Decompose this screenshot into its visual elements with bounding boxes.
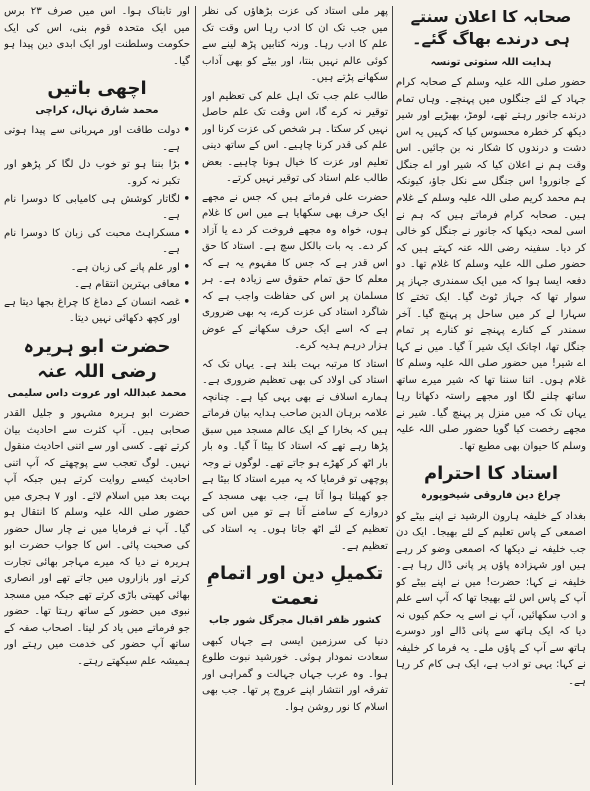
right-article-body: حضور صلی اللہ علیہ وسلم کے صحابہ کرام جہاد کے لئے جنگلوں میں پہنچے۔ وہاں تمام درندے جانور رہتے تھے، لومڑ، بھیڑیے اور شیر دیکھ کر خطرہ محسوس کیا کہ کہیں یہ اس دشت و درندوں کا شکار نہ بن جائیں۔ اس وقت ہم نے اعلان کیا کہ شیر اور اے جنگل کے جانورو! اس جنگل سے نکل جاؤ، کیونکہ ہم محمد کریم صلی اللہ علیہ وسلم کے غلام ہیں۔ صحابہ کرام فرماتے ہیں کہ ہم نے اسی لمحہ دیکھا کہ جانور نے جنگل کو خالی کر دیا۔ سفینہ رضی اللہ عنہ کہتے ہیں کہ حضور صلی اللہ علیہ وسلم کا غلام تھا۔ دو دفعہ ایسا ہوا کہ میں ایک سمندری جہاز پر سوار تھا کہ جہاز ٹوٹ گیا۔ ایک تختے کا سہارا لے کر میں ساحل پر پہنچ گیا۔ آخر سمندر کے کنارے پہنچے تو کنارے پر تمام جنگل تھا، اچانک ایک شیر آ گیا۔ میں نے کہا اے شیر! میں حضور صلی اللہ علیہ وسلم کا غلام ہوں۔ اتنا سننا تھا کہ شیر میرے ساتھ ساتھ چلنے لگا اور مجھے راستہ دکھاتا رہا یہاں تک کہ میں منزل پر پہنچ گیا۔ شیر نے مجھے رخصت کیا گویا حضور صلی اللہ علیہ وسلم کا حیوان بھی مطیع تھا۔ (396, 77, 586, 452)
left-intro: اور تابناک ہوا۔ اس میں صرف ۲۳ برس میں ایک متحدہ قوم بنی، اس کی ایک حکومت وسلطنت اور ایک ابدی دین پیدا ہو گیا۔ (4, 6, 190, 67)
list-item: • لگاتار کوشش ہی کامیابی کا دوسرا نام ہے۔ (4, 192, 190, 225)
column-divider (392, 6, 393, 785)
middle-body-3: استاد کا مرتبہ بہت بلند ہے۔ یہاں تک کہ استاد کی اولاد کی بھی تعظیم ضروری ہے۔ ہمارے اسلاف نے بھی یہی کیا ہے۔ چنانچہ علامہ برہان الدین صاحب ہدایہ بیان فرماتے ہیں کہ بخارا کے ایک عالم مسجد میں سبق پڑھا رہے تھے کہ استاد کا بیٹا آ گیا۔ وہ بار بار اٹھ کر کھڑے ہو جاتے تھے۔ لوگوں نے وجہ پوچھی تو فرمایا کہ یہ میرے استاد کا بیٹا ہے جو کھیلتا ہوا آتا ہے، جب بھی مسجد کے دروازے کے سامنے آتا ہے تو میں اس کی تعظیم کے لئے اٹھ جاتا ہوں۔ یہ استاد کی تعظیم ہے۔ (202, 358, 388, 552)
respect-teacher-title: استاد کا احترام (423, 463, 559, 485)
completion-of-religion-body: دنیا کی سرزمین ایسی ہے جہاں کبھی سعادت نمودار ہوئی۔ خورشید نبوت طلوع ہوا۔ وہ عرب جہاں جہالت و گمراہی اور تفرقہ اور انتشار اپنے عروج پر تھا۔ جب بھی اسلام کا نور روشن ہوا۔ (202, 635, 388, 713)
good-sayings-list (4, 123, 190, 327)
right-column (396, 4, 586, 787)
completion-of-religion-title: تکمیلِ دین اور اتمامِ نعمت (206, 563, 384, 610)
list-item: • بڑا بننا ہو تو خوب دل لگا کر پڑھو اور تکبر نہ کرو۔ (4, 157, 190, 190)
list-item: • معافی بہترین انتقام ہے۔ (4, 277, 190, 294)
abu-hurairah-title: حضرت ابو ہریرہ رضی اللہ عنہ (23, 335, 171, 382)
list-item: • مسکراہٹ محبت کی زبان کا دوسرا نام ہے۔ (4, 226, 190, 259)
column-divider (195, 6, 196, 785)
respect-teacher-byline: چراغ دین فاروقی شیخوپورہ (421, 490, 561, 502)
middle-body-2: حضرت علی فرماتے ہیں کہ جس نے مجھے ایک حرف بھی سکھایا ہے میں اس کا غلام ہوں، خواہ وہ مجھے فروخت کر دے یا آزاد کر دے۔ یہ بات بالکل سچ ہے۔ استاد کا حق اس قدر ہے کہ جس کا مفہوم یہ ہے کہ معلم کا حق تمام حقوق سے زیادہ ہے۔ ہر مسلمان پر اس کی حفاظت واجب ہے کہ شاگرد استاد کی عزت کرے، یہ بھی ضروری ہے کہ اسے ایک حرف سکھانے کے عوض ہزار درہم ہدیہ کرے۔ (202, 191, 388, 352)
middle-body-1: طالب علم جب تک اہل علم کی تعظیم اور توقیر نہ کرے گا، اس وقت تک علم حاصل نہیں کر سکتا۔ ہر شخص کی عزت کرنا اور علم کی قدر کرنا چاہیے۔ اس کے ساتھ دینی تعلیم اور عزت کا خیال ہونا چاہیے۔ بعض طالب علم استاد کی توقیر نہیں کرتے۔ (202, 90, 388, 185)
good-sayings-title: اچھی باتیں (47, 78, 147, 100)
right-article-byline: ہدایت اللہ ستوتی تونسہ (430, 57, 552, 69)
list-item: • دولت طاقت اور مہربانی سے پیدا ہوتی ہے۔ (4, 123, 190, 156)
good-sayings-byline: محمد شارق نہال، کراچی (35, 105, 159, 117)
middle-intro: پھر ملی استاد کی عزت بڑھاؤں کی نظر میں جب تک ان کا ادب رہا اس وقت تک علم کا ادب رہا۔ ورنہ کتابیں پڑھ لینے سے کوئی عالم نہیں بنتا، اور بیٹے کو بھی آداب سکھانے پڑتے ہیں۔ (202, 6, 388, 84)
respect-teacher-body: بغداد کے خلیفہ ہارون الرشید نے اپنے بیٹے کو اصمعی کے پاس تعلیم کے لئے بھیجا۔ ایک دن جب خلیفہ نے دیکھا کہ اصمعی وضو کر رہے ہیں اور شہزادہ پاؤں پر پانی ڈال رہا ہے۔ خلیفہ نے کہا: حضرت! میں نے اپنے بیٹے کو آپ کے پاس اس لئے بھیجا تھا کہ آپ اسے علم و ادب سکھائیں، آپ نے اسے یہ حکم کیوں نہ دیا کہ ایک ہاتھ سے پانی ڈالے اور دوسرے ہاتھ سے آپ کے پاؤں ملے۔ یہ فرما کر خلیفہ نے کہا: یہی تو ادب ہے، ایک ہی کام کر رہا ہے۔ (396, 510, 586, 687)
right-article-title: صحابہ کا اعلان سنتے ہی درندے بھاگ گئے۔ (410, 7, 572, 48)
left-column (4, 4, 190, 787)
list-item: • غصہ انسان کے دماغ کا چراغ بجھا دیتا ہے اور کچھ دکھائی نہیں دیتا۔ (4, 295, 190, 328)
middle-column (202, 4, 388, 787)
abu-hurairah-byline: محمد عبداللہ اور عروت داس سلیمی (7, 388, 187, 399)
completion-of-religion-byline: کشور ظفر اقبال مجرگل شور جاب (209, 615, 381, 627)
list-item: • اور علم پانے کی زبان ہے۔ (4, 260, 190, 277)
abu-hurairah-body: حضرت ابو ہریرہ مشہور و جلیل القدر صحابی ہیں۔ آپ کثرت سے احادیث بیان کرتے تھے۔ کسی اور سے اتنی احادیث منقول نہیں۔ لوگ تعجب سے پوچھتے کہ آپ اتنی احادیث کیسے روایت کرتے ہیں جبکہ آپ بہت بعد میں اسلام لائے۔ اور ۷ ہجری میں حضور صلی اللہ علیہ وسلم کا انتقال ہو گیا۔ آپ نے فرمایا میں نے چار سال حضور کی صحبت پائی۔ اس کا جواب حضرت ابو ہریرہ نے دیا کہ میرے مہاجر بھائی تجارت کرتے اور بازاروں میں جاتے تھے اور انصاری بھائی کھیتی باڑی کرتے تھے جبکہ میں مسجد نبوی میں حضور کے ساتھ رہتا تھا۔ حضور جو فرماتے میں یاد کر لیتا۔ اصحاب صفہ کے ساتھ آپ حضور کی خدمت میں رہتے اور ہمیشہ علم سیکھتے رہتے۔ (4, 408, 190, 667)
